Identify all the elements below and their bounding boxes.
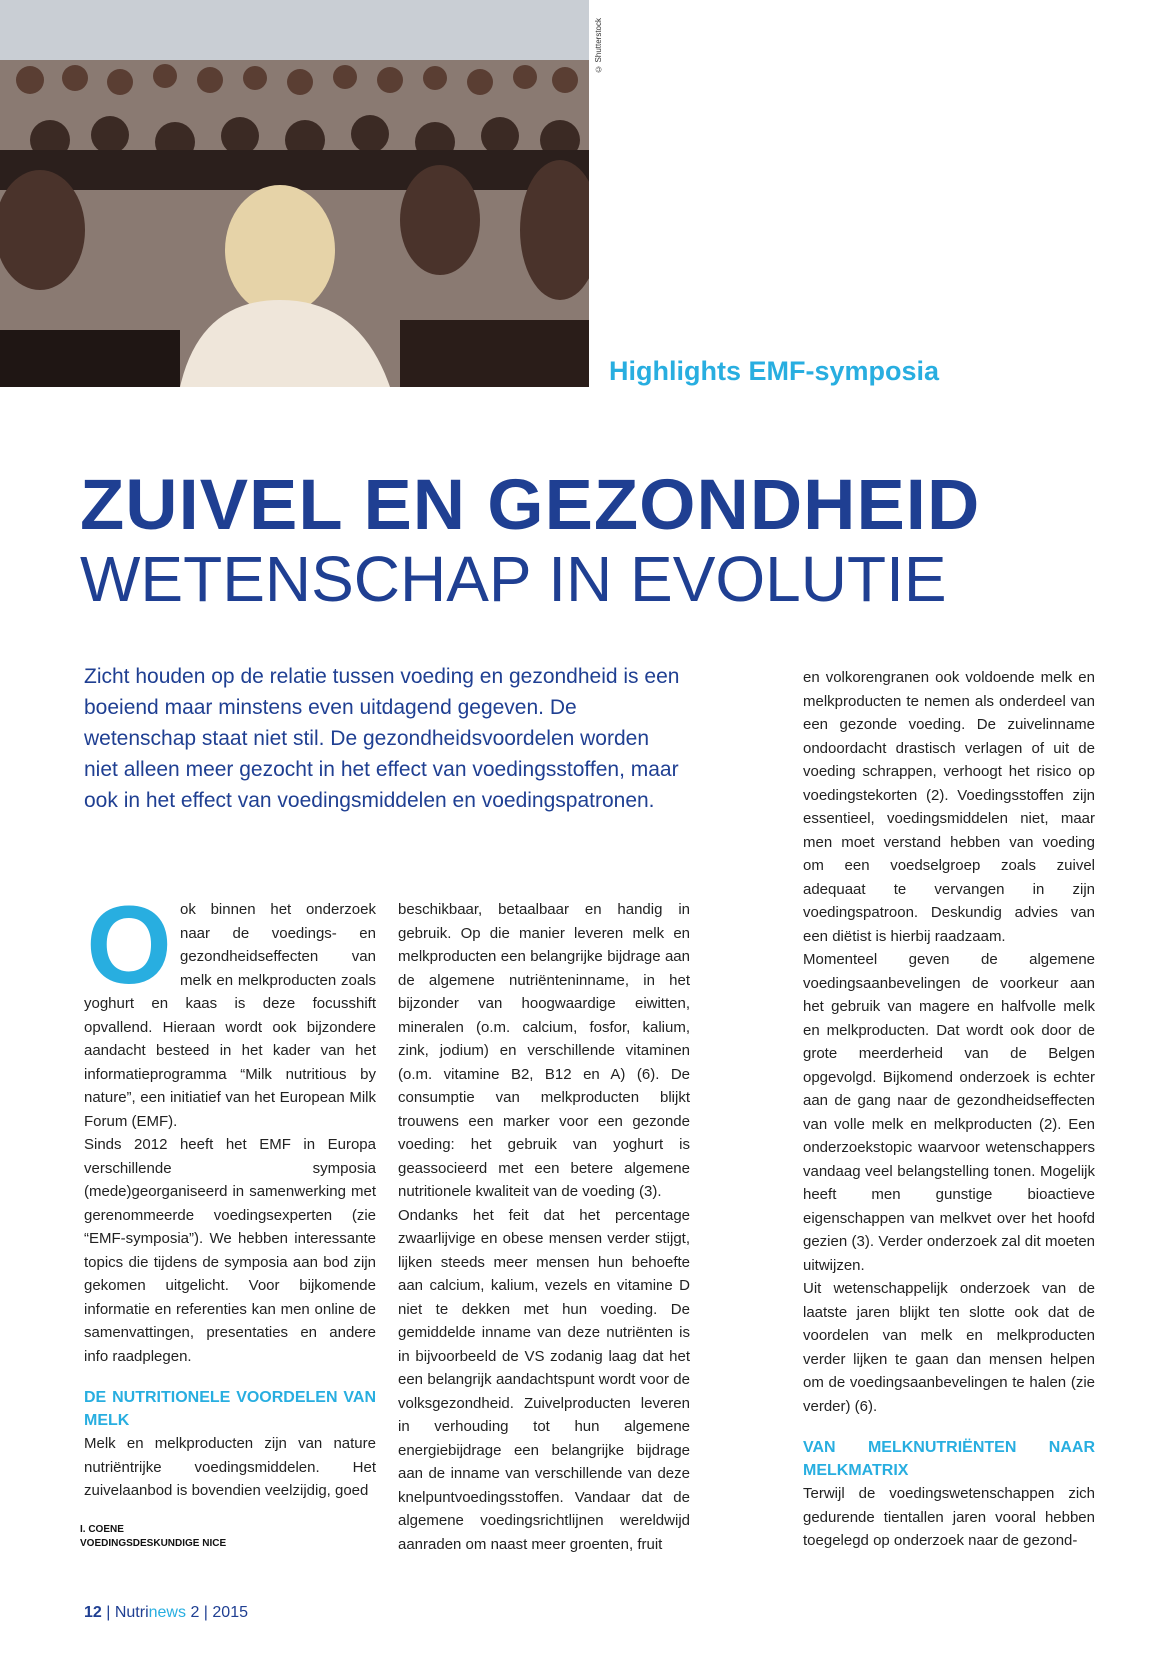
paragraph: Melk en melkproducten zijn van nature nutriëntrijke voedingsmiddelen. Het zuivelaanbod is bovendien veelzijdig, goed <box>84 1435 376 1499</box>
paragraph: beschikbaar, betaalbaar en handig in gebruik. Op die manier leveren melk en melkproducten een belangrijke bijdrage aan de algemene nutriënteninname, in het bijzonder van hoogwaardige eiwitten, mineralen (o.m. calcium, fosfor, kalium, zink, jodium) en verschillende vitaminen (o.m. vitamine B2, B12 en A) (6). De consumptie van melkproducten blijkt trouwens een marker voor een gezonde voeding: het gebruik van yoghurt is geassocieerd met een betere algemene nutritionele kwaliteit van de voeding (3). <box>398 901 690 1200</box>
magazine-name-b: news <box>148 1604 186 1621</box>
intro-paragraph: Zicht houden op de relatie tussen voeding en gezondheid is een boeiend maar minstens even uitdagend gegeven. De wetenschap staat niet stil. De gezondheidsvoordelen worden niet alleen meer gezocht in het effect van voedingsstoffen, maar ook in het effect van voedingsmiddelen en voedingspatronen. <box>84 665 680 812</box>
photo-credit: © Shutterstock <box>594 18 603 74</box>
audience-illustration <box>0 0 589 387</box>
paragraph: Uit wetenschappelijk onderzoek van de laatste jaren blijkt ten slotte ook dat de voordelen van melk en melkproducten verder lijken te gaan dan mensen helpen om de voedingsaanbevelingen te halen (zie verder) (6). <box>803 1280 1095 1415</box>
column-1 <box>84 884 376 1503</box>
page-number: 12 <box>84 1604 102 1621</box>
page-footer: 12 | Nutrinews 2 | 2015 <box>84 1604 248 1621</box>
column-2 <box>398 898 690 1556</box>
subheadline: WETENSCHAP IN EVOLUTIE <box>80 543 947 615</box>
paragraph: Terwijl de voedingswetenschappen zich gedurende tientallen jaren vooral hebben toegelegd op onderzoek naar de gezond- <box>803 1485 1095 1549</box>
issue-year: 2015 <box>212 1604 248 1621</box>
drop-cap: O <box>86 884 172 1007</box>
section-heading: DE NUTRITIONELE VOORDELEN VAN MELK <box>84 1389 376 1429</box>
paragraph: Ondanks het feit dat het percentage zwaarlijvige en obese mensen verder stijgt, lijken steeds meer mensen hun behoefte aan calcium, kalium, vezels en vitamine D niet te dekken met hun voeding. De gemiddelde inname van deze nutriënten is in bijvoorbeeld de VS zodanig laag dat het een belangrijk aandachtspunt wordt voor de volksgezondheid. Zuivelproducten leveren in verhouding tot hun algemene energiebijdrage een belangrijke bijdrage aan de inname van verschillende van deze knelpuntvoedingsstoffen. Vandaar dat de algemene voedingsrichtlijnen wereldwijd aanraden om naast meer groenten, fruit <box>398 1206 690 1553</box>
magazine-name-a: Nutri <box>114 1604 149 1621</box>
author-role: VOEDINGSDESKUNDIGE NICE <box>80 1538 227 1549</box>
issue-number: 2 <box>190 1604 200 1621</box>
paragraph: en volkorengranen ook voldoende melk en melkproducten te nemen als onderdeel van een gezonde voeding. De zuivelinname ondoordacht drastisch verlagen of uit de voeding schrappen, verhoogt het risico op voedingstekorten (2). Voedingsstoffen zijn essentieel, voedingsmiddelen niet, maar men moet verstand hebben van voeding om een voedselgroep zoals zuivel adequaat te vervangen in zijn voedingspatroon. Deskundig advies van een diëtist is hierbij raadzaam. <box>803 669 1095 945</box>
column-3 <box>803 666 1095 1553</box>
author-block <box>80 1523 226 1551</box>
section-kicker: Highlights EMF-symposia <box>609 356 940 386</box>
paragraph: Momenteel geven de algemene voedingsaanbevelingen de voorkeur aan het gebruik van magere en halfvolle melk en melkproducten. Dat wordt ook door de grote meerderheid van de Belgen opgevolgd. Bijkomend onderzoek is echter aan de gang naar de gezondheidseffecten van volle melk en melkproducten (2). Een onderzoekstopic waarvoor wetenschappers vandaag veel belangstelling tonen. Mogelijk heeft men gunstige bioactieve eigenschappen van melkvet over het hoofd gezien (3). Verder onderzoek zal dit moeten uitwijzen. <box>803 951 1095 1274</box>
paragraph: ok binnen het onderzoek naar de voedings- en gezondheidseffecten van melk en melkproducten zoals yoghurt en kaas is deze focusshift opvallend. Hieraan wordt ook bijzondere aandacht besteed in het kader van het informatieprogramma “Milk nutritious by nature”, een initiatief van het European Milk Forum (EMF). <box>84 901 376 1130</box>
author-name: I. COENE <box>80 1524 124 1535</box>
hero-photo <box>0 0 589 387</box>
headline: ZUIVEL EN GEZONDHEID <box>80 466 981 545</box>
section-heading: VAN MELKNUTRIËNTEN NAAR MELKMATRIX <box>803 1439 1095 1479</box>
paragraph: Sinds 2012 heeft het EMF in Europa verschillende symposia (mede)georganiseerd in samenwerking met gerenommeerde voedingsexperten (zie “EMF-symposia”). We hebben interessante topics die tijdens de symposia aan bod zijn gekomen uitgelicht. Voor bijkomende informatie en referenties kan men online de samenvattingen, presentaties en andere info raadplegen. <box>84 1136 376 1365</box>
